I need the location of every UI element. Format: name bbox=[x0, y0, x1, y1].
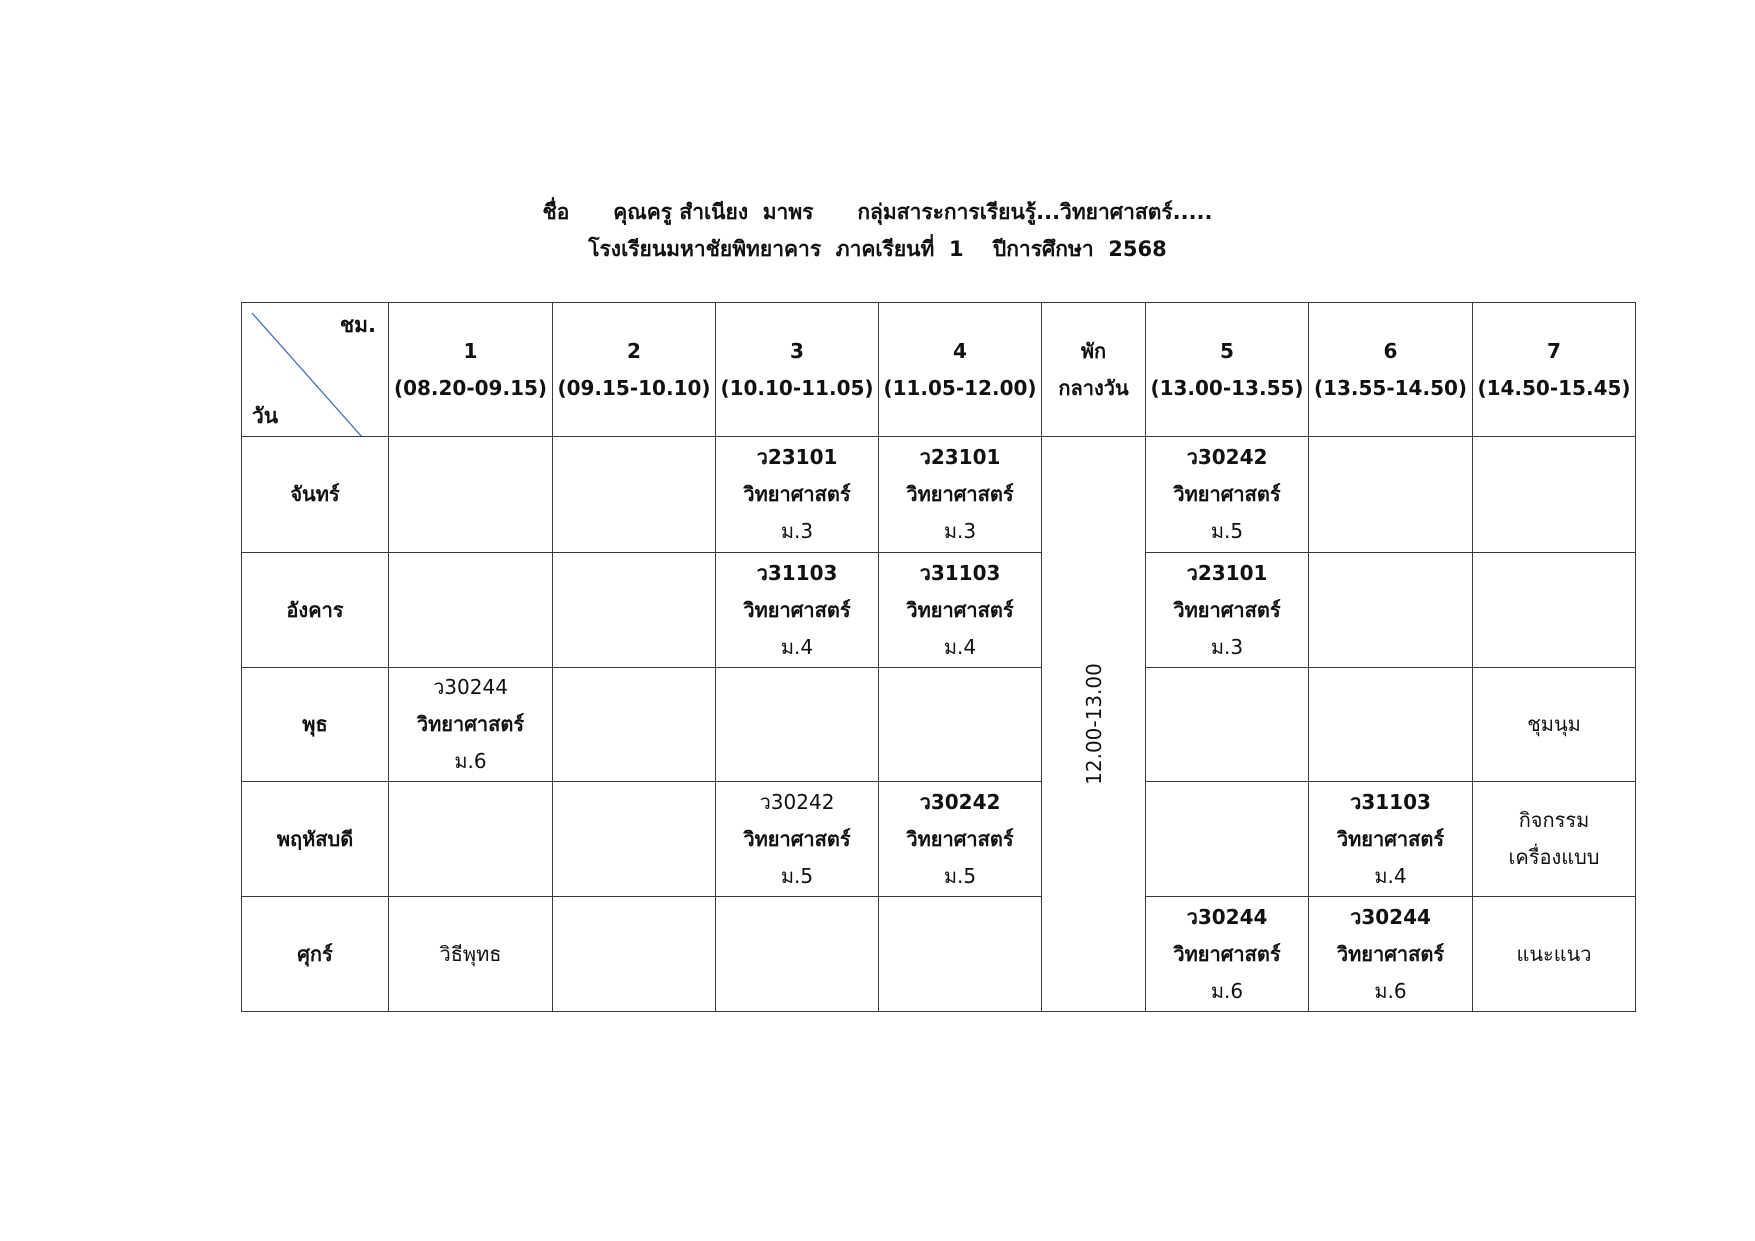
slot-empty bbox=[879, 668, 1042, 782]
lunch-header-line-1: พัก bbox=[1080, 338, 1107, 363]
period-header-6 bbox=[1309, 303, 1473, 437]
class-code: ว30242 bbox=[1186, 445, 1268, 469]
class-grade: ม.6 bbox=[1210, 978, 1244, 1003]
slot-empty bbox=[553, 782, 716, 897]
slot-empty bbox=[553, 897, 716, 1012]
class-grade: ม.5 bbox=[780, 863, 814, 888]
slot-empty bbox=[1146, 668, 1309, 782]
period-time: (10.10-11.05) bbox=[720, 375, 874, 400]
day-name: จันทร์ bbox=[242, 437, 389, 553]
slot-empty bbox=[1146, 782, 1309, 897]
slot-activity: แนะแนว bbox=[1473, 897, 1636, 1012]
slot-class bbox=[716, 553, 879, 668]
slot-empty bbox=[1473, 553, 1636, 668]
period-header-4 bbox=[879, 303, 1042, 437]
slot-empty bbox=[1473, 437, 1636, 553]
class-grade: ม.4 bbox=[943, 634, 977, 659]
day-row-friday bbox=[242, 897, 1636, 1012]
class-subject: วิทยาศาสตร์ bbox=[1173, 597, 1281, 622]
slot-empty bbox=[1309, 437, 1473, 553]
slot-activity: ชุมนุม bbox=[1473, 668, 1636, 782]
class-subject: วิทยาศาสตร์ bbox=[1173, 941, 1281, 966]
class-grade: ม.5 bbox=[1210, 519, 1244, 543]
slot-activity: วิธีพุทธ bbox=[389, 897, 553, 1012]
slot-empty bbox=[389, 553, 553, 668]
period-number: 2 bbox=[627, 338, 641, 363]
period-time: (08.20-09.15) bbox=[393, 375, 548, 400]
slot-empty bbox=[716, 897, 879, 1012]
day-name: อังคาร bbox=[242, 553, 389, 668]
class-subject: วิทยาศาสตร์ bbox=[743, 826, 851, 851]
day-row-thursday bbox=[242, 782, 1636, 897]
day-row-monday bbox=[242, 437, 1636, 553]
class-subject: วิทยาศาสตร์ bbox=[1173, 482, 1281, 506]
slot-class bbox=[1146, 437, 1309, 553]
slot-empty bbox=[553, 668, 716, 782]
class-code: ว30242 bbox=[919, 789, 1001, 814]
class-code: ว30242 bbox=[759, 789, 835, 814]
class-code: ว30244 bbox=[1350, 904, 1431, 929]
class-grade: ม.3 bbox=[1210, 634, 1244, 659]
period-number: 4 bbox=[953, 338, 967, 363]
class-subject: วิทยาศาสตร์ bbox=[1336, 941, 1445, 966]
title-line-2: โรงเรียนมหาชัยพิทยาคาร ภาคเรียนที่ 1 ปีการศึกษา 2568 bbox=[588, 237, 1167, 261]
period-time: (14.50-15.45) bbox=[1477, 375, 1631, 400]
slot-empty bbox=[1309, 553, 1473, 668]
slot-class bbox=[389, 668, 553, 782]
class-grade: ม.4 bbox=[1374, 863, 1407, 888]
day-name: พฤหัสบดี bbox=[242, 782, 389, 897]
class-subject: วิทยาศาสตร์ bbox=[906, 826, 1014, 851]
header-row bbox=[242, 303, 1636, 437]
class-code: ว30244 bbox=[1186, 904, 1268, 929]
slot-class bbox=[879, 782, 1042, 897]
lunch-header bbox=[1042, 303, 1146, 437]
slot-empty bbox=[553, 437, 716, 553]
period-time: (11.05-12.00) bbox=[883, 375, 1037, 400]
day-label: วัน bbox=[252, 404, 279, 428]
slot-empty bbox=[716, 668, 879, 782]
activity-line-1: กิจกรรม bbox=[1518, 808, 1590, 832]
class-code: ว31103 bbox=[919, 560, 1001, 585]
class-code: ว30244 bbox=[433, 675, 508, 699]
class-grade: ม.3 bbox=[780, 519, 814, 543]
class-code: ว31103 bbox=[756, 560, 838, 585]
slot-class bbox=[1309, 897, 1473, 1012]
lunch-time: 12.00-13.00 bbox=[1081, 663, 1106, 785]
period-number: 1 bbox=[463, 338, 478, 363]
class-grade: ม.5 bbox=[943, 863, 977, 888]
slot-empty bbox=[1309, 668, 1473, 782]
lunch-header-line-2: กลางวัน bbox=[1058, 375, 1129, 400]
activity-line-2: เครื่องแบบ bbox=[1508, 845, 1600, 869]
day-name: พุธ bbox=[242, 668, 389, 782]
corner-header-cell bbox=[242, 303, 389, 437]
slot-class bbox=[1309, 782, 1473, 897]
class-subject: วิทยาศาสตร์ bbox=[743, 597, 851, 622]
slot-empty bbox=[879, 897, 1042, 1012]
period-header-7 bbox=[1473, 303, 1636, 437]
slot-class bbox=[1146, 553, 1309, 668]
hour-label: ชม. bbox=[339, 313, 376, 337]
period-number: 5 bbox=[1220, 338, 1234, 363]
class-subject: วิทยาศาสตร์ bbox=[906, 597, 1014, 622]
class-code: ว23101 bbox=[919, 445, 1001, 469]
day-row-tuesday bbox=[242, 553, 1636, 668]
period-number: 6 bbox=[1383, 338, 1398, 363]
slot-class bbox=[879, 437, 1042, 553]
period-time: (13.00-13.55) bbox=[1150, 375, 1304, 400]
slot-activity bbox=[1473, 782, 1636, 897]
slot-class bbox=[1146, 897, 1309, 1012]
slot-class bbox=[716, 782, 879, 897]
class-code: ว23101 bbox=[756, 445, 838, 469]
class-grade: ม.6 bbox=[454, 749, 487, 773]
class-subject: วิทยาศาสตร์ bbox=[743, 482, 851, 506]
class-grade: ม.4 bbox=[780, 634, 814, 659]
class-subject: วิทยาศาสตร์ bbox=[1336, 826, 1445, 851]
class-subject: วิทยาศาสตร์ bbox=[906, 482, 1014, 506]
period-time: (09.15-10.10) bbox=[557, 375, 711, 400]
class-grade: ม.3 bbox=[943, 519, 977, 543]
slot-empty bbox=[389, 437, 553, 553]
period-header-1 bbox=[389, 303, 553, 437]
class-grade: ม.6 bbox=[1374, 978, 1407, 1003]
period-time: (13.55-14.50) bbox=[1313, 375, 1468, 400]
period-header-5 bbox=[1146, 303, 1309, 437]
period-header-3 bbox=[716, 303, 879, 437]
period-number: 7 bbox=[1547, 338, 1561, 363]
title-line-1: ชื่อ คุณครู สำเนียง มาพร กลุ่มสาระการเรียนรู้...วิทยาศาสตร์..... bbox=[542, 200, 1213, 224]
class-subject: วิทยาศาสตร์ bbox=[416, 712, 525, 736]
period-header-2 bbox=[553, 303, 716, 437]
slot-empty bbox=[389, 782, 553, 897]
day-name: ศุกร์ bbox=[242, 897, 389, 1012]
class-code: ว23101 bbox=[1186, 560, 1268, 585]
class-code: ว31103 bbox=[1350, 789, 1431, 814]
slot-empty bbox=[553, 553, 716, 668]
period-number: 3 bbox=[790, 338, 804, 363]
slot-class bbox=[879, 553, 1042, 668]
lunch-break-cell bbox=[1042, 437, 1146, 1012]
schedule-table bbox=[241, 302, 1636, 1012]
slot-class bbox=[716, 437, 879, 553]
day-row-wednesday bbox=[242, 668, 1636, 782]
